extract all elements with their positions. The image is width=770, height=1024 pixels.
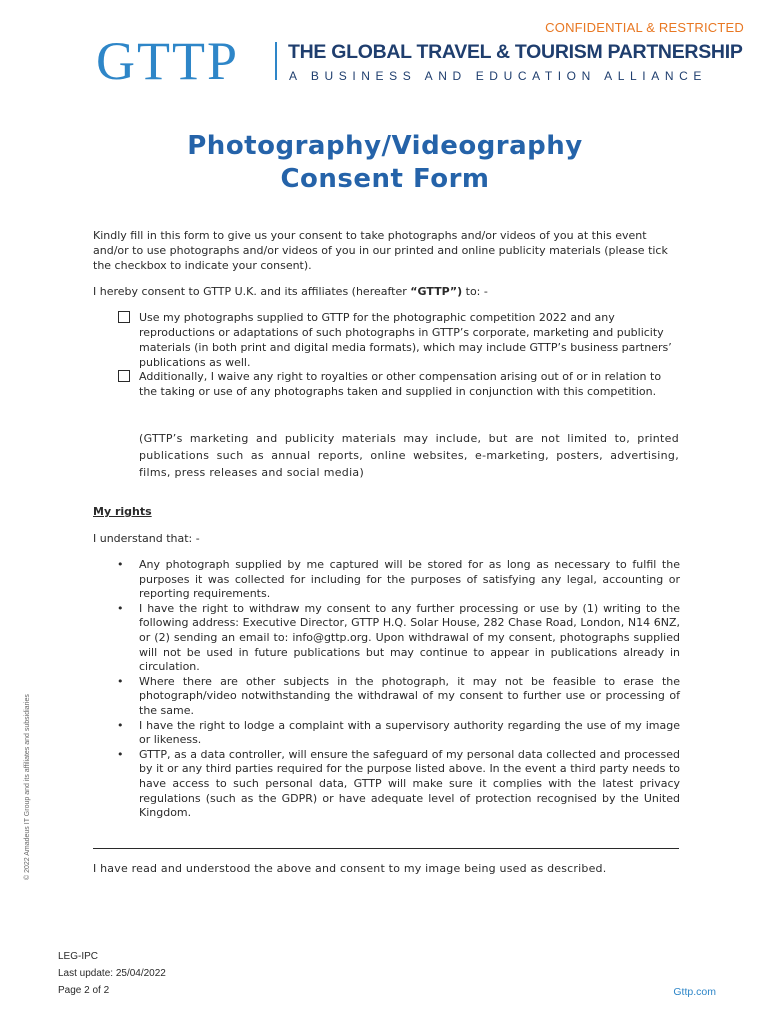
consent-option-1-text: Use my photographs supplied to GTTP for the photographic competition 2022 and any reproductions or adaptations of such photographs in GTTP’s corporate, marketing and publicity materials (in both print and digital media formats), which may include GTTP’s business partners’ publications as well. bbox=[139, 311, 672, 369]
checkbox-photographs[interactable] bbox=[118, 311, 130, 323]
bullet-icon: • bbox=[117, 747, 124, 761]
list-item bbox=[115, 675, 680, 719]
gttp-logo-mark: GTTP bbox=[96, 31, 239, 91]
rights-item-text: Any photograph supplied by me captured will be stored for as long as necessary to fulfil the purposes it was collected for including for the purposes of satisfying any legal, accounting or reporting requirements. bbox=[139, 558, 680, 601]
page-title bbox=[0, 130, 770, 196]
understand-line: I understand that: - bbox=[93, 532, 200, 545]
bullet-icon: • bbox=[117, 718, 124, 732]
title-line-1: Photography/Videography bbox=[187, 131, 583, 161]
consent-statement bbox=[93, 284, 683, 299]
bullet-icon: • bbox=[117, 674, 124, 688]
consent-suffix: to: - bbox=[462, 285, 488, 298]
rights-item-text: I have the right to withdraw my consent to any further processing or use by (1) writing to the following address: Executive Director, GTTP H.Q. Solar House, 282 Chase Road, London, N14 6NZ, or (2) sending an email to: info@gttp.org. Upon withdrawal of my consent, photographs supplied will not be used in future publications but may continue to appear in publications already in circulation. bbox=[139, 601, 680, 674]
rights-item-text: Where there are other subjects in the photograph, it may not be feasible to erase the photograph/video notwithstanding the withdrawal of my consent to further use or processing of the same. bbox=[139, 674, 680, 717]
consent-gttp-bold: “GTTP”) bbox=[410, 285, 463, 298]
logo-divider bbox=[275, 42, 277, 80]
rights-list bbox=[115, 558, 680, 821]
title-line-2: Consent Form bbox=[280, 164, 490, 194]
logo-organization-name: THE GLOBAL TRAVEL & TOURISM PARTNERSHIP bbox=[288, 41, 743, 63]
marketing-materials-note: (GTTP’s marketing and publicity materials may include, but are not limited to, printed publications such as annual reports, online websites, e-marketing, posters, advertising, films, press releases and social media) bbox=[139, 432, 679, 479]
page-number: Page 2 of 2 bbox=[58, 985, 110, 996]
list-item bbox=[115, 719, 680, 748]
document-code: LEG-IPC bbox=[58, 951, 99, 962]
consent-option-2-text: Additionally, I waive any right to royalties or other compensation arising out of or in relation to the taking or use of any photographs taken and supplied in conjunction with this competition. bbox=[139, 370, 662, 398]
logo-tagline: A BUSINESS AND EDUCATION ALLIANCE bbox=[289, 69, 707, 83]
rights-item-text: I have the right to lodge a complaint with a supervisory authority regarding the use of my image or likeness. bbox=[139, 718, 680, 747]
intro-paragraph: Kindly fill in this form to give us your consent to take photographs and/or videos of you at this event and/or to use photographs and/or videos of you in our printed and online publicity materials (please tick the checkbox to indicate your consent). bbox=[93, 229, 668, 272]
divider-line bbox=[93, 848, 679, 849]
list-item bbox=[115, 748, 680, 821]
list-item bbox=[115, 558, 680, 602]
footer-info bbox=[58, 948, 166, 999]
website-link[interactable]: Gttp.com bbox=[673, 986, 716, 998]
copyright-side-text: © 2022 Amadeus IT Group and its affiliates and subsidiaries bbox=[24, 694, 31, 880]
bullet-icon: • bbox=[117, 601, 124, 615]
confidential-label: CONFIDENTIAL & RESTRICTED bbox=[545, 20, 744, 35]
my-rights-heading: My rights bbox=[93, 505, 152, 518]
rights-item-text: GTTP, as a data controller, will ensure the safeguard of my personal data collected and processed by it or any third parties required for the purpose listed above. In the event a third party needs to have access to such personal data, GTTP will make sure it complies with the latest privacy regulations (such as the GDPR) or have adequate level of protection recognised by the United Kingdom. bbox=[139, 747, 680, 820]
last-update: Last update: 25/04/2022 bbox=[58, 968, 166, 979]
consent-prefix: I hereby consent to GTTP U.K. and its affiliates (hereafter bbox=[93, 285, 411, 298]
bullet-icon: • bbox=[117, 558, 124, 571]
acknowledgement-text: I have read and understood the above and consent to my image being used as described. bbox=[93, 862, 607, 875]
list-item bbox=[115, 602, 680, 675]
checkbox-waive-royalties[interactable] bbox=[118, 370, 130, 382]
